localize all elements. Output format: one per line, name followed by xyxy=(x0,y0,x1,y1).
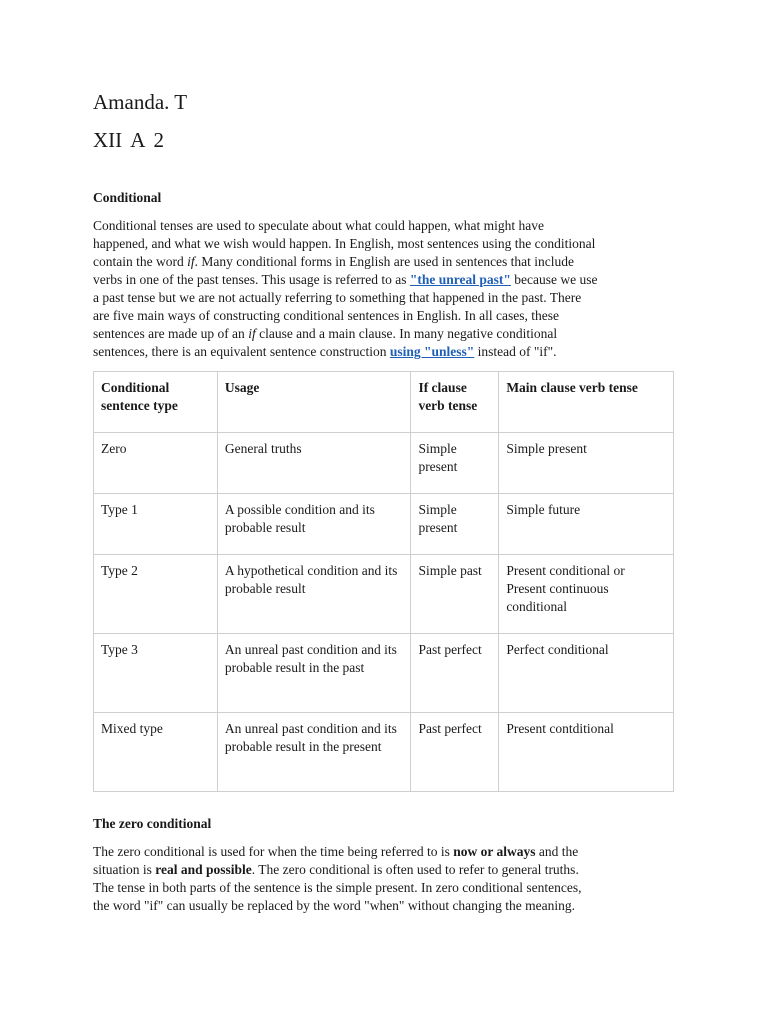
table-cell: Simple present xyxy=(411,433,499,494)
table-cell: Past perfect xyxy=(411,713,499,792)
bold-phrase: now or always xyxy=(453,844,536,859)
student-class: XII A 2 xyxy=(93,128,164,152)
table-cell: Mixed type xyxy=(94,713,218,792)
table-cell: General truths xyxy=(217,433,411,494)
table-row xyxy=(94,634,674,713)
conditional-types-table xyxy=(93,371,674,792)
table-row xyxy=(94,494,674,555)
para-line: happened, and what we wish would happen. In English, most sentences using the conditional xyxy=(93,236,596,251)
header-cell-if-clause: If clause verb tense xyxy=(411,372,499,433)
table-cell: Past perfect xyxy=(411,634,499,713)
para-line: are five main ways of constructing conditional sentences in English. In all cases, these xyxy=(93,308,559,323)
using-unless-link[interactable]: using "unless" xyxy=(389,344,475,359)
para-line: verbs in one of the past tenses. This usage is referred to as "the unreal past" because we use xyxy=(93,272,598,287)
table-row xyxy=(94,555,674,634)
table-cell: Type 3 xyxy=(94,634,218,713)
bold-phrase: real and possible xyxy=(155,862,252,877)
header-cell-main-clause: Main clause verb tense xyxy=(499,372,674,433)
table-cell: Type 1 xyxy=(94,494,218,555)
table-cell: Zero xyxy=(94,433,218,494)
table-cell: Present contditional xyxy=(499,713,674,792)
table-cell: Simple future xyxy=(499,494,674,555)
emphasis-if: if xyxy=(187,254,195,269)
para-line: The tense in both parts of the sentence is the simple present. In zero conditional sentences, xyxy=(93,880,582,895)
table-cell: Simple present xyxy=(411,494,499,555)
table-cell: A possible condition and its probable result xyxy=(217,494,411,555)
table-cell: Type 2 xyxy=(94,555,218,634)
table-cell: An unreal past condition and its probable result in the past xyxy=(217,634,411,713)
conditional-heading: Conditional xyxy=(93,190,162,205)
zero-conditional-heading: The zero conditional xyxy=(93,816,212,831)
table-row xyxy=(94,713,674,792)
para-line: the word "if" can usually be replaced by the word "when" without changing the meaning. xyxy=(93,898,576,913)
table-cell: Simple past xyxy=(411,555,499,634)
student-name: Amanda. T xyxy=(93,90,188,114)
header-cell-type: Conditional sentence type xyxy=(94,372,218,433)
table-header-row xyxy=(94,372,674,433)
table-cell: Perfect conditional xyxy=(499,634,674,713)
emphasis-if: if xyxy=(248,326,256,341)
table-cell: An unreal past condition and its probable result in the present xyxy=(217,713,411,792)
para-line: situation is real and possible. The zero conditional is often used to refer to general truths. xyxy=(93,862,579,877)
table-row xyxy=(94,433,674,494)
para-line: a past tense but we are not actually referring to something that happened in the past. There xyxy=(93,290,582,305)
para-line: The zero conditional is used for when the time being referred to is now or always and the xyxy=(93,844,579,859)
table-cell: A hypothetical condition and its probable result xyxy=(217,555,411,634)
table-cell: Present conditional or Present continuous conditional xyxy=(499,555,674,634)
para-line: contain the word if. Many conditional forms in English are used in sentences that include xyxy=(93,254,575,269)
para-line: Conditional tenses are used to speculate about what could happen, what might have xyxy=(93,218,545,233)
para-line: sentences are made up of an if clause and a main clause. In many negative conditional xyxy=(93,326,558,341)
zero-conditional-paragraph xyxy=(93,843,673,915)
conditional-intro-paragraph xyxy=(93,217,673,361)
table-cell: Simple present xyxy=(499,433,674,494)
header-cell-usage: Usage xyxy=(217,372,411,433)
para-line: sentences, there is an equivalent sentence construction using "unless" instead of "if". xyxy=(93,344,557,359)
unreal-past-link[interactable]: "the unreal past" xyxy=(409,272,511,287)
